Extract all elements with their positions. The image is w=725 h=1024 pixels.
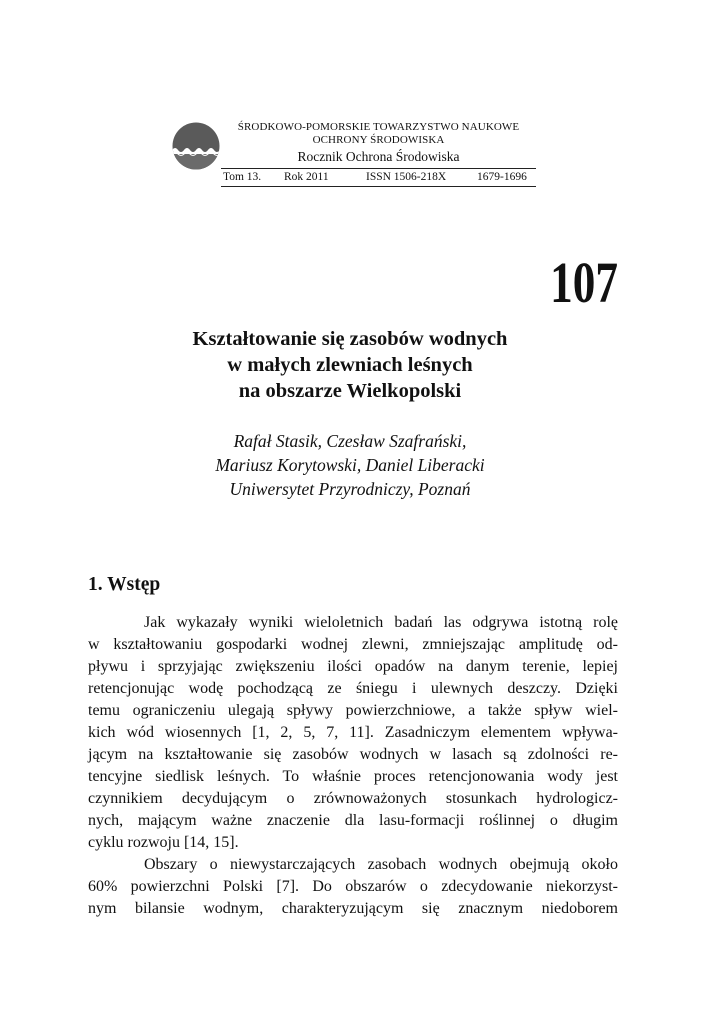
body-text (88, 612, 618, 920)
body-line: nym bilansie wodnym, charakteryzującym się znacznym niedoborem (88, 900, 618, 917)
body-line: Obszary o niewystarczających zasobach wodnych obejmują około (144, 856, 618, 873)
body-line: Jak wykazały wyniki wieloletnich badań las odgrywa istotną rolę (144, 614, 618, 631)
society-name-line2: OCHRONY ŚRODOWISKA (312, 134, 445, 146)
society-logo-icon (172, 122, 220, 170)
journal-name: Rocznik Ochrona Środowiska (297, 149, 460, 164)
issn: ISSN 1506-218X (366, 171, 447, 183)
society-name-line1: ŚRODKOWO-POMORSKIE TOWARZYSTWO NAUKOWE (237, 121, 520, 133)
header-rule-bottom (221, 186, 536, 187)
title-line: na obszarze Wielkopolski (238, 380, 462, 402)
authors-line: Rafał Stasik, Czesław Szafrański, (233, 431, 467, 451)
body-line: czynnikiem decydującym o zrównoważonych stosunkach hydrologicz- (88, 790, 618, 807)
body-line: nych, mającym ważne znaczenie dla lasu-formacji roślinnej o długim (88, 812, 618, 829)
authors-block (100, 429, 600, 501)
year: Rok 2011 (284, 171, 329, 183)
title-line: w małych zlewniach leśnych (227, 354, 473, 376)
page-range: 1679-1696 (477, 171, 527, 183)
journal-meta (221, 171, 536, 186)
body-line: jącym na kształtowanie się zasobów wodnych w lasach są zdolności re- (88, 746, 618, 763)
volume: Tom 13. (223, 171, 262, 183)
header-rule-top (221, 168, 536, 169)
body-line: tencyjne siedlisk leśnych. To właśnie proces retencjonowania wody jest (88, 768, 618, 785)
body-line: kich wód wiosennych [1, 2, 5, 7, 11]. Zasadniczym elementem wpływa- (88, 724, 618, 741)
authors-line: Mariusz Korytowski, Daniel Liberacki (215, 455, 485, 475)
section-heading: 1. Wstęp (88, 574, 161, 595)
body-line: w kształtowaniu gospodarki wodnej zlewni, zmniejszając amplitudę od- (88, 636, 618, 653)
body-line: 60% powierzchni Polski [7]. Do obszarów o zdecydowanie niekorzyst- (88, 878, 618, 895)
affiliation: Uniwersytet Przyrodniczy, Poznań (229, 479, 471, 499)
body-line: temu ograniczeniu ulegają spływy powierzchniowe, a także spływ wiel- (88, 702, 618, 719)
body-line: cyklu rozwoju [14, 15]. (88, 834, 239, 851)
body-line: pływu i sprzyjając zwiększeniu ilości opadów na danym terenie, lepiej (88, 658, 618, 675)
article-number: 107 (550, 250, 618, 315)
article-title (100, 326, 600, 404)
title-line: Kształtowanie się zasobów wodnych (192, 328, 508, 350)
body-line: retencjonując wodę pochodzącą ze śniegu i ulewnych deszczy. Dzięki (88, 680, 618, 697)
